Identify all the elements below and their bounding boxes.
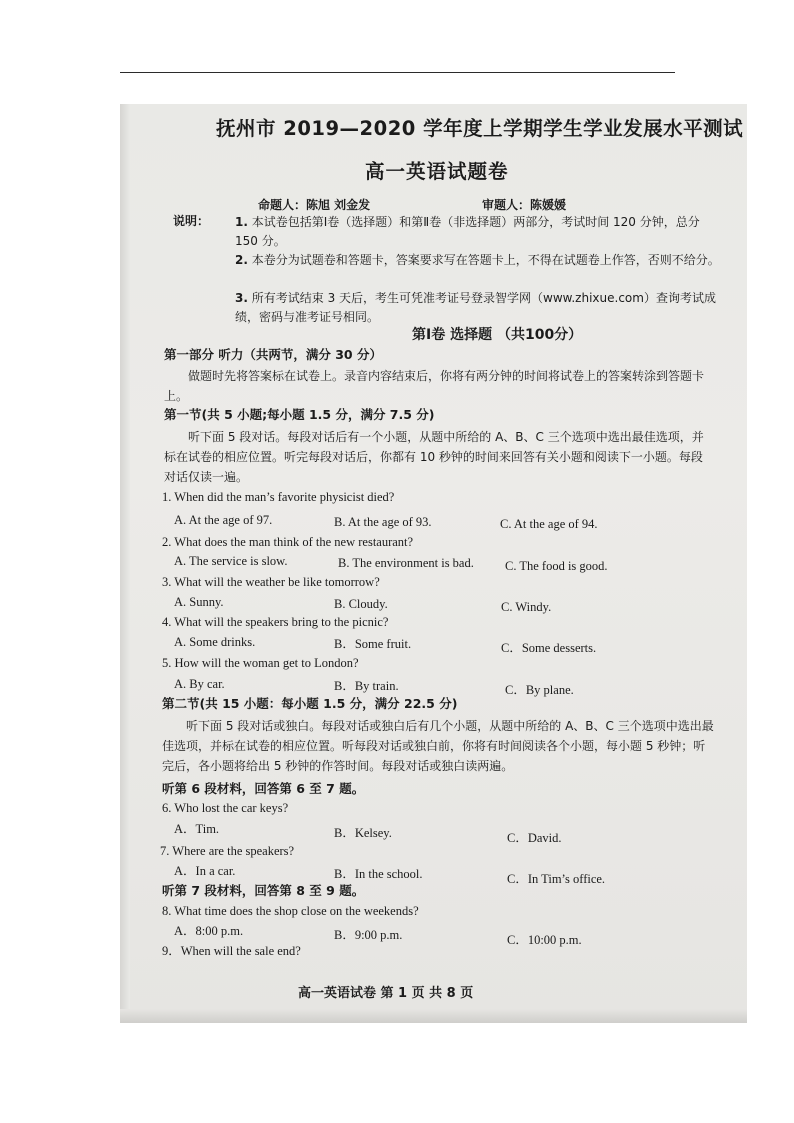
q6-option-c: C．David. — [507, 831, 562, 845]
instruction-text: 所有考试结束 3 天后，考生可凭准考证号登录智学网（www.zhixue.com）查询考试成绩，密码与准考证号相同。 — [235, 291, 716, 324]
question-1: 1. When did the man’s favorite physicist died? — [162, 490, 395, 504]
instruction-number: 3. — [235, 291, 248, 305]
page-shadow-left — [120, 104, 130, 1023]
q1-option-a: A. At the age of 97. — [174, 513, 273, 527]
exam-reviewer: 审题人：陈媛媛 — [482, 198, 567, 212]
q3-option-c: C. Windy. — [501, 600, 552, 614]
section1-intro: 听下面 5 段对话。每段对话后有一个小题，从题中所给的 A、B、C 三个选项中选出最佳选项，并标在试卷的相应位置。听完每段对话后，你都有 10 秒钟的时间来回答有关小题和阅读下一小题。每段对话仅读一遍。 — [164, 430, 704, 484]
exam-page-photo — [120, 104, 747, 1023]
instruction-item-2 — [235, 251, 723, 270]
q4-option-a: A. Some drinks. — [174, 635, 256, 649]
instruction-number: 2. — [235, 253, 248, 267]
q8-option-b: B．9:00 p.m. — [334, 928, 403, 942]
q2-option-b: B. The environment is bad. — [338, 556, 474, 570]
page-top-rule — [120, 72, 675, 73]
instruction-item-1 — [235, 213, 723, 251]
q4-option-b: B．Some fruit. — [334, 637, 412, 651]
question-5: 5. How will the woman get to London? — [162, 656, 359, 670]
q4-option-c: C．Some desserts. — [501, 641, 597, 655]
q5-option-b: B．By train. — [334, 679, 399, 693]
question-9: 9．When will the sale end? — [162, 944, 301, 958]
volume-heading: 第Ⅰ卷 选择题 （共100分） — [412, 327, 583, 343]
instruction-text: 本卷分为试题卷和答题卡，答案要求写在答题卡上，不得在试题卷上作答，否则不给分。 — [251, 253, 720, 267]
section2-intro: 听下面 5 段对话或独白。每段对话或独白后有几个小题，从题中所给的 A、B、C 三个选项中选出最佳选项，并标在试卷的相应位置。听每段对话或独白前，你将有时间阅读各个小题，每小题 5 秒钟；听完后，各小题将给出 5 秒钟的作答时间。每段对话或独白读两遍。 — [162, 719, 714, 773]
question-7: 7. Where are the speakers? — [160, 844, 295, 858]
instruction-number: 1. — [235, 215, 248, 229]
q7-option-a: A．In a car. — [174, 864, 236, 878]
q5-option-a: A. By car. — [174, 677, 225, 691]
instruction-text: 本试卷包括第Ⅰ卷（选择题）和第Ⅱ卷（非选择题）两部分，考试时间 120 分钟，总分 150 分。 — [235, 215, 700, 248]
part1-heading: 第一部分 听力（共两节，满分 30 分） — [164, 347, 382, 362]
material-6-heading: 听第 6 段材料，回答第 6 至 7 题。 — [162, 781, 365, 796]
page-footer: 高一英语试卷 第 1 页 共 8 页 — [298, 986, 474, 1001]
q2-option-a: A. The service is slow. — [174, 554, 288, 568]
page-shadow-bottom — [120, 1009, 747, 1023]
q8-option-a: A．8:00 p.m. — [174, 924, 244, 938]
q1-option-c: C. At the age of 94. — [500, 517, 598, 531]
instructions-label: 说明： — [173, 214, 210, 228]
question-6: 6. Who lost the car keys? — [162, 801, 289, 815]
q1-option-b: B. At the age of 93. — [334, 515, 432, 529]
q7-option-b: B．In the school. — [334, 867, 423, 881]
question-4: 4. What will the speakers bring to the picnic? — [162, 615, 389, 629]
question-2: 2. What does the man think of the new restaurant? — [162, 535, 414, 549]
q3-option-a: A. Sunny. — [174, 595, 224, 609]
q2-option-c: C. The food is good. — [505, 559, 608, 573]
material-7-heading: 听第 7 段材料，回答第 8 至 9 题。 — [162, 883, 365, 898]
section1-heading: 第一节(共 5 小题;每小题 1.5 分，满分 7.5 分) — [164, 407, 435, 422]
instruction-item-3 — [235, 289, 723, 327]
q8-option-c: C．10:00 p.m. — [507, 933, 582, 947]
q5-option-c: C．By plane. — [505, 683, 574, 697]
q6-option-b: B．Kelsey. — [334, 826, 392, 840]
exam-subtitle: 高一英语试题卷 — [365, 160, 509, 183]
part1-intro: 做题时先将答案标在试卷上。录音内容结束后，你将有两分钟的时间将试卷上的答案转涂到答题卡上。 — [164, 369, 705, 403]
q3-option-b: B. Cloudy. — [334, 597, 388, 611]
question-3: 3. What will the weather be like tomorrow? — [162, 575, 380, 589]
exam-title: 抚州市 2019—2020 学年度上学期学生学业发展水平测试 — [216, 117, 744, 140]
q6-option-a: A．Tim. — [174, 822, 220, 836]
q7-option-c: C．In Tim’s office. — [507, 872, 606, 886]
section2-heading: 第二节(共 15 小题：每小题 1.5 分，满分 22.5 分) — [162, 696, 458, 711]
exam-author: 命题人：陈旭 刘金发 — [258, 198, 371, 212]
question-8: 8. What time does the shop close on the weekends? — [162, 904, 419, 918]
